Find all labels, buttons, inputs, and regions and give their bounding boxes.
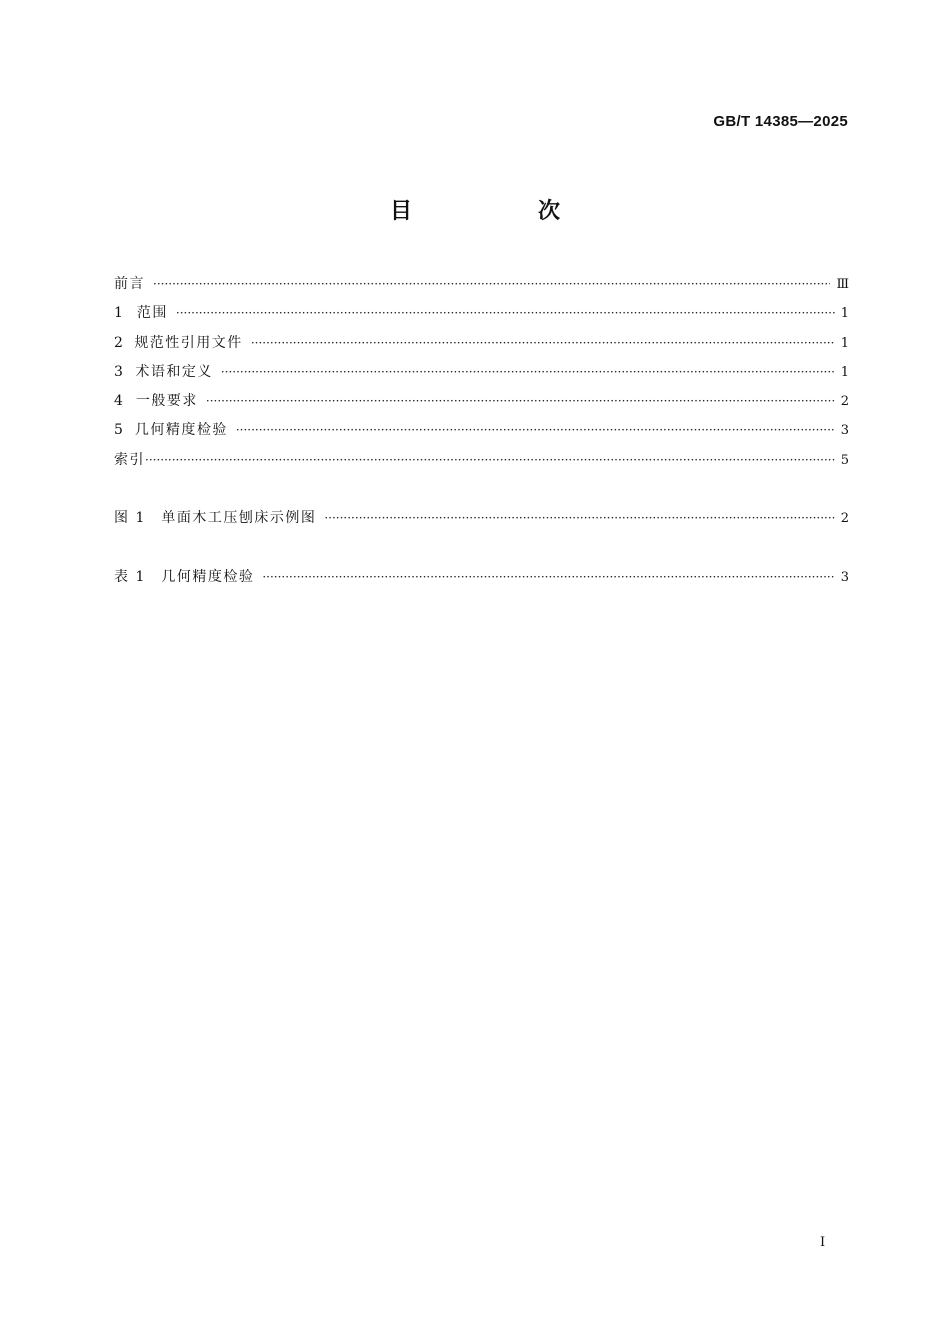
toc-entry-label: 术语和定义: [135, 363, 213, 380]
toc-entry-number: 2: [114, 334, 123, 351]
page-number: I: [820, 1235, 826, 1250]
page-title: 目 次: [389, 199, 612, 224]
toc-entry-label: 索引: [114, 451, 145, 468]
toc-entry-page: 2: [840, 511, 849, 527]
toc-entry-page: 1: [840, 306, 849, 322]
toc-leader-dots: [236, 416, 835, 445]
toc-entry-page: 3: [840, 423, 849, 439]
toc-entry-number: 3: [114, 363, 123, 380]
standard-code: GB/T 14385—2025: [713, 113, 848, 130]
toc-entry-page: 1: [840, 364, 849, 380]
toc-entry-number: 1: [114, 305, 123, 322]
toc-entry-label: 规范性引用文件: [134, 334, 243, 351]
toc-leader-dots: [251, 329, 835, 358]
toc-entry-number: 4: [114, 393, 123, 410]
toc-entry-terms-definitions[interactable]: [114, 358, 849, 387]
toc-entry-page: 1: [840, 335, 849, 351]
toc-entry-label: 几何精度检验: [134, 422, 228, 439]
toc-entry-label: 图 1 单面木工压刨床示例图: [114, 510, 317, 527]
toc-leader-dots: [262, 563, 834, 592]
toc-entry-label: 表 1 几何精度检验: [114, 568, 255, 585]
toc-spacer: [114, 475, 849, 504]
toc-entry-table-1[interactable]: [114, 563, 849, 592]
toc-entry-page: 5: [840, 452, 849, 468]
toc-entry-page: 2: [840, 394, 849, 410]
toc-entry-normative-references[interactable]: [114, 329, 849, 358]
toc-entry-geometric-accuracy[interactable]: [114, 416, 849, 445]
toc-leader-dots: [153, 270, 830, 299]
toc-entry-label: 范围: [136, 305, 168, 322]
toc-leader-dots: [206, 387, 835, 416]
toc-entry-page: Ⅲ: [836, 277, 849, 292]
table-of-contents: [114, 270, 849, 592]
toc-leader-dots: [221, 358, 835, 387]
toc-entry-index[interactable]: [114, 446, 849, 475]
toc-entry-number: 5: [114, 422, 123, 439]
toc-spacer: [114, 534, 849, 563]
toc-leader-dots: [145, 446, 835, 475]
toc-entry-label: 一般要求: [135, 393, 198, 410]
toc-entry-scope[interactable]: [114, 299, 849, 328]
toc-entry-general-requirements[interactable]: [114, 387, 849, 416]
toc-entry-foreword[interactable]: [114, 270, 849, 299]
toc-entry-label: 前言: [114, 276, 145, 292]
toc-entry-figure-1[interactable]: [114, 504, 849, 533]
toc-leader-dots: [324, 504, 834, 533]
toc-entry-page: 3: [840, 569, 849, 585]
toc-leader-dots: [176, 299, 835, 328]
